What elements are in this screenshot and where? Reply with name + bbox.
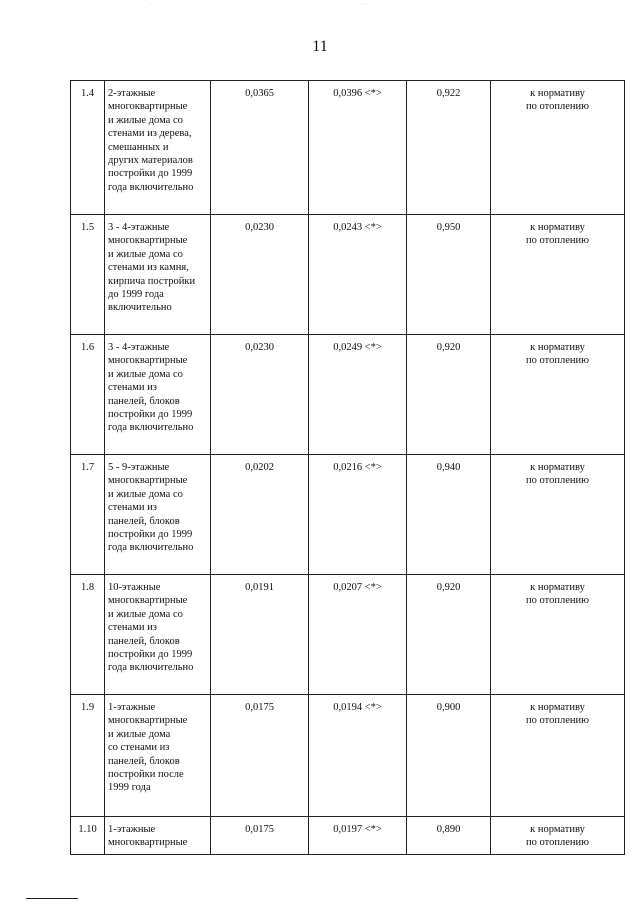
- footer-rule: [26, 898, 78, 899]
- note-line: по отоплению: [526, 101, 589, 113]
- description-line: года включительно: [108, 422, 194, 434]
- row-description: [105, 215, 211, 335]
- row-number: 1.5: [71, 215, 105, 335]
- row-note: [491, 695, 625, 817]
- description-line: и жилые дома со: [108, 488, 183, 500]
- description-line: и жилые дома со: [108, 248, 183, 260]
- value-1: 0,0230: [211, 335, 309, 455]
- row-description: [105, 455, 211, 575]
- value-1: 0,0202: [211, 455, 309, 575]
- description-line: 10-этажные: [108, 582, 161, 593]
- value-1: 0,0175: [211, 695, 309, 817]
- description-line: включительно: [108, 302, 172, 314]
- description-line: 1999 года: [108, 782, 151, 794]
- coefficient: 0,920: [407, 335, 491, 455]
- description-line: и жилые дома со: [108, 368, 183, 380]
- note-line: к нормативу: [530, 824, 585, 835]
- description-line: постройки до 1999: [108, 649, 193, 661]
- row-number: 1.6: [71, 335, 105, 455]
- description-line: до 1999 года: [108, 289, 164, 301]
- value-2: 0,0396 <*>: [309, 81, 407, 215]
- value-2: 0,0194 <*>: [309, 695, 407, 817]
- description-line: многоквартирные: [108, 475, 188, 487]
- description-line: года включительно: [108, 542, 194, 554]
- value-1: 0,0365: [211, 81, 309, 215]
- note-line: к нормативу: [530, 702, 585, 713]
- row-number: 1.9: [71, 695, 105, 817]
- description-line: года включительно: [108, 181, 194, 193]
- row-number: 1.8: [71, 575, 105, 695]
- description-line: стенами из дерева,: [108, 128, 192, 140]
- row-description: [105, 81, 211, 215]
- note-line: к нормативу: [530, 462, 585, 473]
- note-line: к нормативу: [530, 222, 585, 233]
- row-note: [491, 215, 625, 335]
- description-line: стенами из: [108, 502, 157, 514]
- description-line: панелей, блоков: [108, 395, 180, 407]
- value-2: 0,0249 <*>: [309, 335, 407, 455]
- norms-table-body: [71, 81, 625, 855]
- row-description: [105, 575, 211, 695]
- note-line: по отоплению: [526, 837, 589, 849]
- description-line: 5 - 9-этажные: [108, 462, 170, 473]
- description-line: панелей, блоков: [108, 635, 180, 647]
- description-line: многоквартирные: [108, 355, 188, 367]
- description-line: года включительно: [108, 662, 194, 674]
- description-line: многоквартирные: [108, 101, 188, 113]
- note-line: по отоплению: [526, 595, 589, 607]
- description-line: многоквартирные: [108, 715, 188, 727]
- row-note: [491, 455, 625, 575]
- description-line: и жилые дома со: [108, 608, 183, 620]
- note-line: к нормативу: [530, 342, 585, 353]
- coefficient: 0,890: [407, 817, 491, 855]
- row-note: [491, 81, 625, 215]
- note-line: к нормативу: [530, 88, 585, 99]
- value-2: 0,0243 <*>: [309, 215, 407, 335]
- row-number: 1.10: [71, 817, 105, 855]
- description-line: панелей, блоков: [108, 515, 180, 527]
- norms-table: [70, 80, 625, 855]
- value-1: 0,0191: [211, 575, 309, 695]
- description-line: многоквартирные: [108, 595, 188, 607]
- value-2: 0,0197 <*>: [309, 817, 407, 855]
- row-number: 1.4: [71, 81, 105, 215]
- description-line: 1-этажные: [108, 702, 156, 713]
- table-row: [71, 81, 625, 215]
- row-description: [105, 695, 211, 817]
- description-line: многоквартирные: [108, 235, 188, 247]
- page-number: 11: [312, 38, 328, 55]
- value-2: 0,0216 <*>: [309, 455, 407, 575]
- description-line: постройки после: [108, 769, 184, 781]
- value-1: 0,0175: [211, 817, 309, 855]
- description-line: панелей, блоков: [108, 755, 180, 767]
- note-line: по отоплению: [526, 475, 589, 487]
- row-note: [491, 575, 625, 695]
- scan-artifact: · · ·: [360, 2, 369, 8]
- description-line: многоквартирные: [108, 837, 188, 849]
- note-line: по отоплению: [526, 715, 589, 727]
- coefficient: 0,950: [407, 215, 491, 335]
- description-line: 3 - 4-этажные: [108, 222, 170, 233]
- description-line: со стенами из: [108, 742, 170, 754]
- table-row: [71, 455, 625, 575]
- description-line: 2-этажные: [108, 88, 156, 99]
- description-line: постройки до 1999: [108, 168, 193, 180]
- value-1: 0,0230: [211, 215, 309, 335]
- coefficient: 0,920: [407, 575, 491, 695]
- row-description: [105, 335, 211, 455]
- table-row: [71, 335, 625, 455]
- description-line: других материалов: [108, 155, 193, 167]
- description-line: стенами из: [108, 622, 157, 634]
- table-row: [71, 575, 625, 695]
- row-number: 1.7: [71, 455, 105, 575]
- table-row: [71, 817, 625, 855]
- description-line: стенами из камня,: [108, 262, 189, 274]
- scan-artifact: ·: [150, 2, 152, 8]
- coefficient: 0,940: [407, 455, 491, 575]
- description-line: 3 - 4-этажные: [108, 342, 170, 353]
- row-note: [491, 817, 625, 855]
- coefficient: 0,900: [407, 695, 491, 817]
- note-line: по отоплению: [526, 355, 589, 367]
- description-line: смешанных и: [108, 141, 169, 153]
- note-line: к нормативу: [530, 582, 585, 593]
- description-line: и жилые дома со: [108, 114, 183, 126]
- value-2: 0,0207 <*>: [309, 575, 407, 695]
- coefficient: 0,922: [407, 81, 491, 215]
- description-line: и жилые дома: [108, 728, 171, 740]
- description-line: постройки до 1999: [108, 409, 193, 421]
- row-note: [491, 335, 625, 455]
- description-line: 1-этажные: [108, 824, 156, 835]
- note-line: по отоплению: [526, 235, 589, 247]
- table-row: [71, 695, 625, 817]
- table-row: [71, 215, 625, 335]
- description-line: постройки до 1999: [108, 529, 193, 541]
- row-description: [105, 817, 211, 855]
- description-line: стенами из: [108, 382, 157, 394]
- description-line: кирпича постройки: [108, 275, 196, 287]
